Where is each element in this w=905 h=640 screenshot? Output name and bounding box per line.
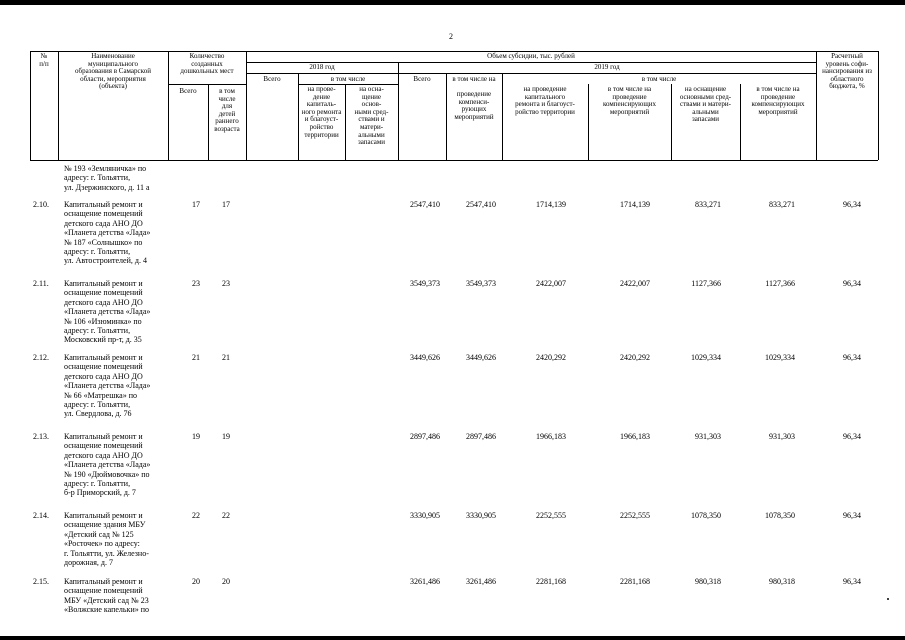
stray-mark bbox=[887, 598, 889, 600]
row-2019-equip: 1127,366 bbox=[691, 279, 721, 288]
row-2019-comp: 2547,410 bbox=[466, 200, 496, 209]
row-2019-equip: 980,318 bbox=[695, 577, 721, 586]
page-number: 2 bbox=[449, 32, 453, 41]
row-places-early: 21 bbox=[222, 353, 230, 362]
row-number: 2.13. bbox=[33, 432, 49, 441]
row-places-early: 23 bbox=[222, 279, 230, 288]
row-rate: 96,34 bbox=[843, 577, 861, 586]
row-places-total: 19 bbox=[192, 432, 200, 441]
row-places-total: 21 bbox=[192, 353, 200, 362]
continuation-text: № 193 «Земляничка» по адресу: г. Тольятти, ул. Дзержинского, д. 11 а bbox=[64, 164, 150, 192]
row-places-total: 17 bbox=[192, 200, 200, 209]
header-col-rate: Расчетный уровень софи- нансирования из областного бюджета, % bbox=[822, 52, 872, 91]
row-2019-capital-comp: 2252,555 bbox=[620, 511, 650, 520]
row-2019-total: 3549,373 bbox=[410, 279, 440, 288]
row-name: Капитальный ремонт и оснащение здания МБУ «Детский сад № 125 «Росточек» по адресу: г. Тольятти, ул. Железно- дорожная, д. 7 bbox=[64, 511, 149, 568]
row-2019-total: 2547,410 bbox=[410, 200, 440, 209]
row-places-early: 20 bbox=[222, 577, 230, 586]
row-places-total: 23 bbox=[192, 279, 200, 288]
row-name: Капитальный ремонт и оснащение помещений МБУ «Детский сад № 23 «Волжские капельки» по bbox=[64, 577, 150, 615]
header-2019-capital-comp: в том числе на проведение компенсирующих мероприятий bbox=[602, 85, 657, 116]
row-places-early: 17 bbox=[222, 200, 230, 209]
row-name: Капитальный ремонт и оснащение помещений детского сада АНО ДО «Планета детства «Лада» № 190 «Дюймовочка» по адресу: г. Тольятти, б-р Приморский, д. 7 bbox=[64, 432, 151, 498]
header-2019-total: Всего bbox=[413, 75, 431, 83]
row-2019-equip-comp: 1078,350 bbox=[765, 511, 795, 520]
header-year-2019: 2019 год bbox=[594, 63, 620, 71]
header-places-early: в том числе для детей раннего возраста bbox=[214, 87, 240, 133]
row-2019-equip: 833,271 bbox=[695, 200, 721, 209]
row-2019-capital-comp: 2422,007 bbox=[620, 279, 650, 288]
row-rate: 96,34 bbox=[843, 200, 861, 209]
header-2019-comp: проведение компенси- рующих мероприятий bbox=[454, 90, 494, 121]
row-2019-total: 3330,905 bbox=[410, 511, 440, 520]
row-2019-equip-comp: 1029,334 bbox=[765, 353, 795, 362]
row-2019-capital-comp: 1714,139 bbox=[620, 200, 650, 209]
row-2019-equip-comp: 833,271 bbox=[769, 200, 795, 209]
row-2019-equip: 1078,350 bbox=[691, 511, 721, 520]
header-2019-comp-header: в том числе на bbox=[452, 75, 496, 83]
header-2018-capital: на прове- дение капиталь- ного ремонта и благоуст- ройство территории bbox=[301, 85, 342, 139]
row-rate: 96,34 bbox=[843, 511, 861, 520]
row-2019-capital: 2422,007 bbox=[536, 279, 566, 288]
row-2019-comp: 3261,486 bbox=[466, 577, 496, 586]
row-number: 2.11. bbox=[33, 279, 49, 288]
header-2018-equip: на осна- щение основ- ными сред- ствами и матери- альными запасами bbox=[354, 85, 389, 147]
row-2019-total: 3261,486 bbox=[410, 577, 440, 586]
row-2019-capital: 2281,168 bbox=[536, 577, 566, 586]
row-2019-capital: 2252,555 bbox=[536, 511, 566, 520]
row-2019-capital-comp: 1966,183 bbox=[620, 432, 650, 441]
top-border bbox=[0, 0, 905, 5]
row-number: 2.12. bbox=[33, 353, 49, 362]
row-2019-total: 3449,626 bbox=[410, 353, 440, 362]
row-2019-capital: 1966,183 bbox=[536, 432, 566, 441]
row-number: 2.15. bbox=[33, 577, 49, 586]
row-number: 2.10. bbox=[33, 200, 49, 209]
row-2019-capital-comp: 2420,292 bbox=[620, 353, 650, 362]
row-2019-equip-comp: 980,318 bbox=[769, 577, 795, 586]
row-2019-total: 2897,486 bbox=[410, 432, 440, 441]
row-2019-capital-comp: 2281,168 bbox=[620, 577, 650, 586]
row-2019-equip-comp: 931,303 bbox=[769, 432, 795, 441]
row-2019-capital: 1714,139 bbox=[536, 200, 566, 209]
row-2019-comp: 2897,486 bbox=[466, 432, 496, 441]
row-2019-comp: 3549,373 bbox=[466, 279, 496, 288]
row-rate: 96,34 bbox=[843, 432, 861, 441]
row-rate: 96,34 bbox=[843, 353, 861, 362]
row-places-total: 22 bbox=[192, 511, 200, 520]
header-2018-incl: в том числе bbox=[330, 75, 366, 83]
row-2019-equip-comp: 1127,366 bbox=[765, 279, 795, 288]
row-2019-equip: 931,303 bbox=[695, 432, 721, 441]
header-2019-equip-comp: в том числе на проведение компенсирующих мероприятий bbox=[751, 85, 805, 116]
row-2019-comp: 3330,905 bbox=[466, 511, 496, 520]
header-col-name: Наименование муниципального образования в Самарской области, мероприятия (объекта) bbox=[75, 52, 151, 91]
header-subsidy: Объем субсидии, тыс. рублей bbox=[487, 52, 575, 60]
row-2019-capital: 2420,292 bbox=[536, 353, 566, 362]
header-year-2018: 2018 год bbox=[309, 63, 335, 71]
header-2018-total: Всего bbox=[263, 75, 281, 83]
header-2019-equip: на оснащение основными сред- ствами и матери- альными запасами bbox=[679, 85, 732, 124]
row-rate: 96,34 bbox=[843, 279, 861, 288]
row-name: Капитальный ремонт и оснащение помещений детского сада АНО ДО «Планета детства «Лада» № 106 «Изюминка» по адресу: г. Тольятти, Московский пр-т, д. 35 bbox=[64, 279, 151, 345]
row-name: Капитальный ремонт и оснащение помещений детского сада АНО ДО «Планета детства «Лада» № 66 «Матрешка» по адресу: г. Тольятти, ул. Свердлова, д. 76 bbox=[64, 353, 151, 419]
row-name: Капитальный ремонт и оснащение помещений детского сада АНО ДО «Планета детства «Лада» № 187 «Солнышко» по адресу: г. Тольятти, ул. Автостроителей, д. 4 bbox=[64, 200, 151, 266]
row-2019-equip: 1029,334 bbox=[691, 353, 721, 362]
row-number: 2.14. bbox=[33, 511, 49, 520]
header-2019-capital: на проведение капитального ремонта и благоуст- ройство территории bbox=[515, 85, 575, 116]
header-col-places: Количество созданных дошкольных мест bbox=[180, 52, 234, 76]
row-places-total: 20 bbox=[192, 577, 200, 586]
row-places-early: 22 bbox=[222, 511, 230, 520]
header-places-total: Всего bbox=[179, 87, 197, 95]
header-2019-incl: в том числе bbox=[641, 75, 677, 83]
row-places-early: 19 bbox=[222, 432, 230, 441]
bottom-border bbox=[0, 636, 905, 640]
header-col-num: № п/п bbox=[39, 52, 49, 68]
row-2019-comp: 3449,626 bbox=[466, 353, 496, 362]
